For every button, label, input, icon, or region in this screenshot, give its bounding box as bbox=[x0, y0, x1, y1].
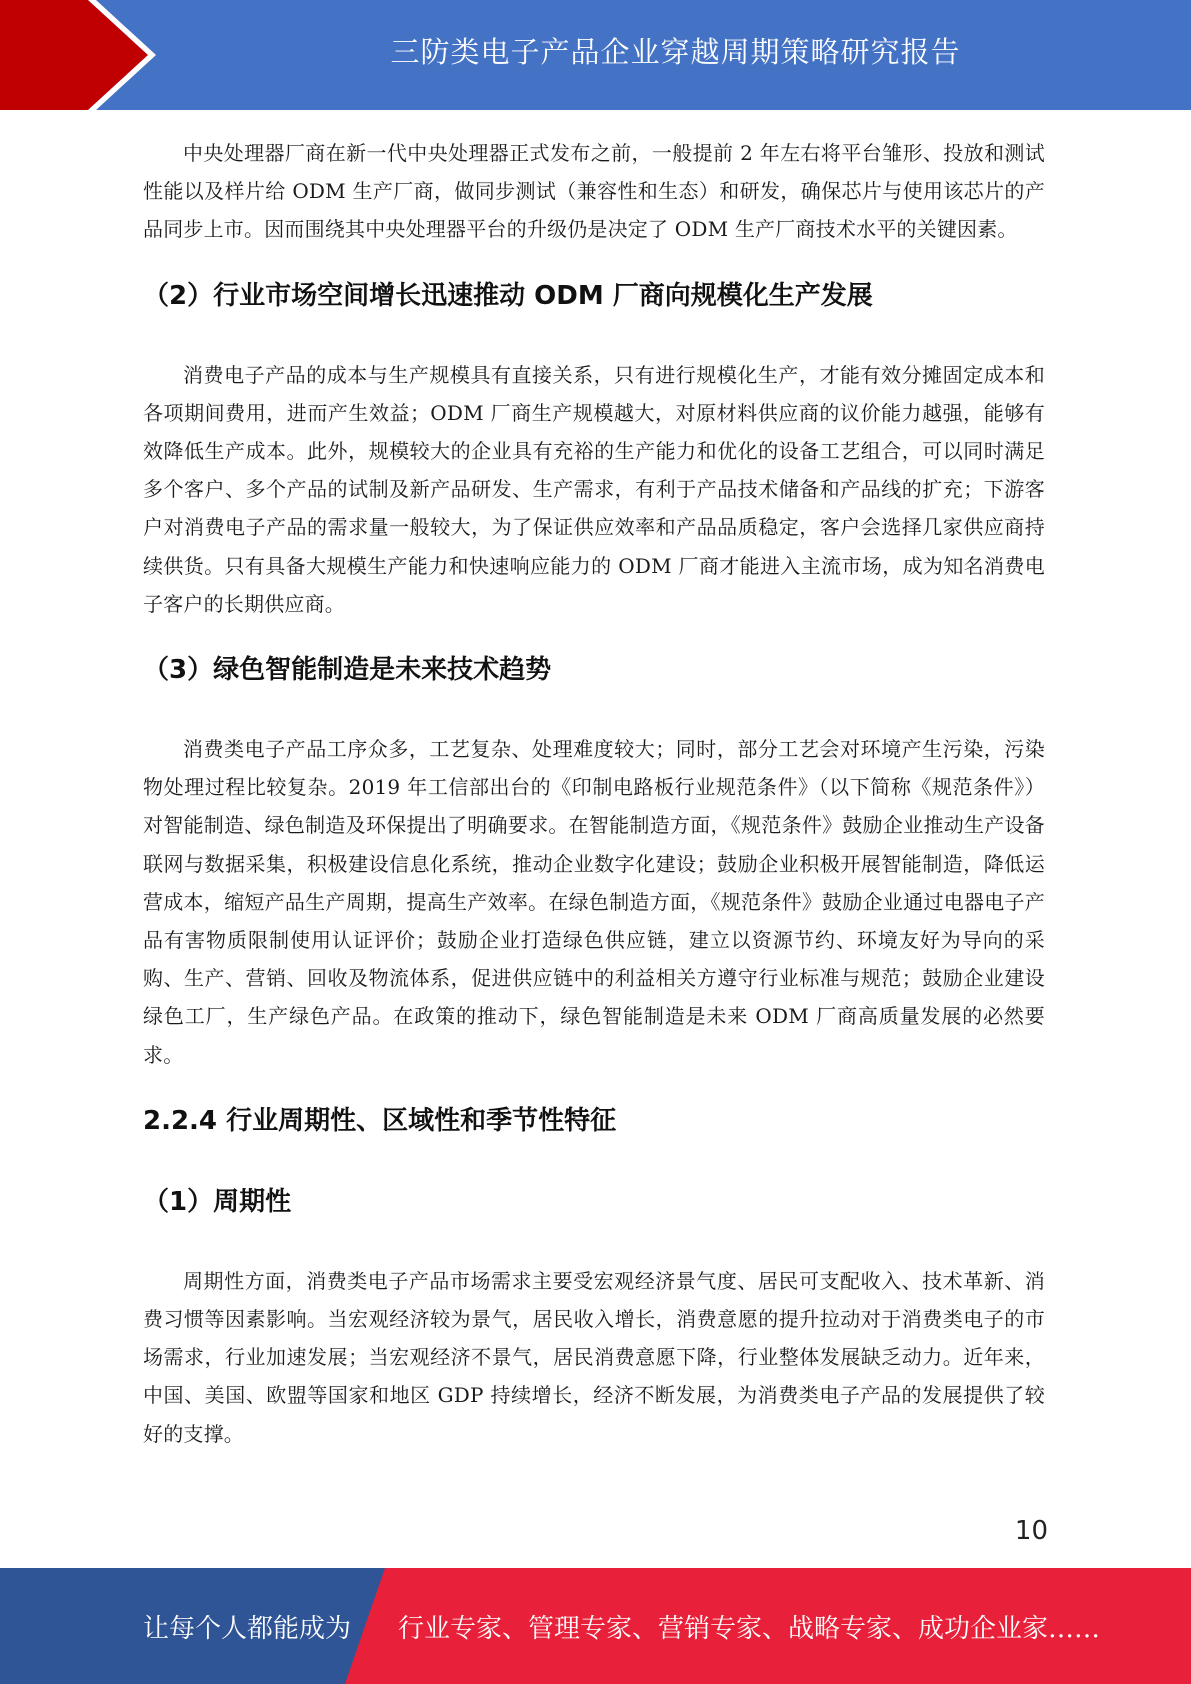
paragraph-cpu-platform: 中央处理器厂商在新一代中央处理器正式发布之前，一般提前 2 年左右将平台雏形、投放和测试性能以及样片给 ODM 生产厂商，做同步测试（兼容性和生态）和研发，确保芯片与使用该芯片的产品同步上市。因而围绕其中央处理器平台的升级仍是决定了 ODM 生产厂商技术水平的关键因素。 bbox=[143, 141, 1045, 242]
page-header bbox=[0, 0, 1191, 110]
header-arrow-decoration bbox=[0, 0, 160, 110]
page-number: 10 bbox=[1014, 1516, 1048, 1546]
page-footer bbox=[0, 1568, 1191, 1684]
document-body bbox=[143, 134, 1045, 1453]
heading-section-2-2-4: 2.2.4 行业周期性、区域性和季节性特征 bbox=[143, 1105, 617, 1136]
paragraph-scale-production: 消费电子产品的成本与生产规模具有直接关系，只有进行规模化生产，才能有效分摊固定成本和各项期间费用，进而产生效益；ODM 厂商生产规模越大，对原材料供应商的议价能力越强，能够有效降低生产成本。此外，规模较大的企业具有充裕的生产能力和优化的设备工艺组合，可以同时满足多个客户、多个产品的试制及新产品研发、生产需求，有利于产品技术储备和产品线的扩充；下游客户对消费电子产品的需求量一般较大，为了保证供应效率和产品品质稳定，客户会选择几家供应商持续供货。只有具备大规模生产能力和快速响应能力的 ODM 厂商才能进入主流市场，成为知名消费电子客户的长期供应商。 bbox=[143, 362, 1045, 616]
header-title: 三防类电子产品企业穿越周期策略研究报告 bbox=[390, 34, 961, 69]
heading-green-manufacturing: （3）绿色智能制造是未来技术趋势 bbox=[143, 655, 552, 686]
footer-slogan-right: 行业专家、管理专家、营销专家、战略专家、成功企业家…… bbox=[398, 1613, 1101, 1644]
heading-market-scale: （2）行业市场空间增长迅速推动 ODM 厂商向规模化生产发展 bbox=[143, 280, 873, 311]
paragraph-cyclicality: 周期性方面，消费类电子产品市场需求主要受宏观经济景气度、居民可支配收入、技术革新、消费习惯等因素影响。当宏观经济较为景气，居民收入增长，消费意愿的提升拉动对于消费类电子的市场需求，行业加速发展；当宏观经济不景气，居民消费意愿下降，行业整体发展缺乏动力。近年来，中国、美国、欧盟等国家和地区 GDP 持续增长，经济不断发展，为消费类电子产品的发展提供了较好的支撑。 bbox=[143, 1268, 1045, 1446]
paragraph-green-manufacturing: 消费类电子产品工序众多，工艺复杂、处理难度较大；同时，部分工艺会对环境产生污染，污染物处理过程比较复杂。2019 年工信部出台的《印制电路板行业规范条件》（以下简称《规范条件》）对智能制造、绿色制造及环保提出了明确要求。在智能制造方面，《规范条件》鼓励企业推动生产设备联网与数据采集，积极建设信息化系统，推动企业数字化建设；鼓励企业积极开展智能制造，降低运营成本，缩短产品生产周期，提高生产效率。在绿色制造方面，《规范条件》鼓励企业通过电器电子产品有害物质限制使用认证评价；鼓励企业打造绿色供应链，建立以资源节约、环境友好为导向的采购、生产、营销、回收及物流体系，促进供应链中的利益相关方遵守行业标准与规范；鼓励企业建设绿色工厂，生产绿色产品。在政策的推动下，绿色智能制造是未来 ODM 厂商高质量发展的必然要求。 bbox=[143, 737, 1045, 1067]
heading-cyclicality: （1）周期性 bbox=[143, 1186, 292, 1217]
footer-slogan-left: 让每个人都能成为 bbox=[143, 1613, 352, 1644]
